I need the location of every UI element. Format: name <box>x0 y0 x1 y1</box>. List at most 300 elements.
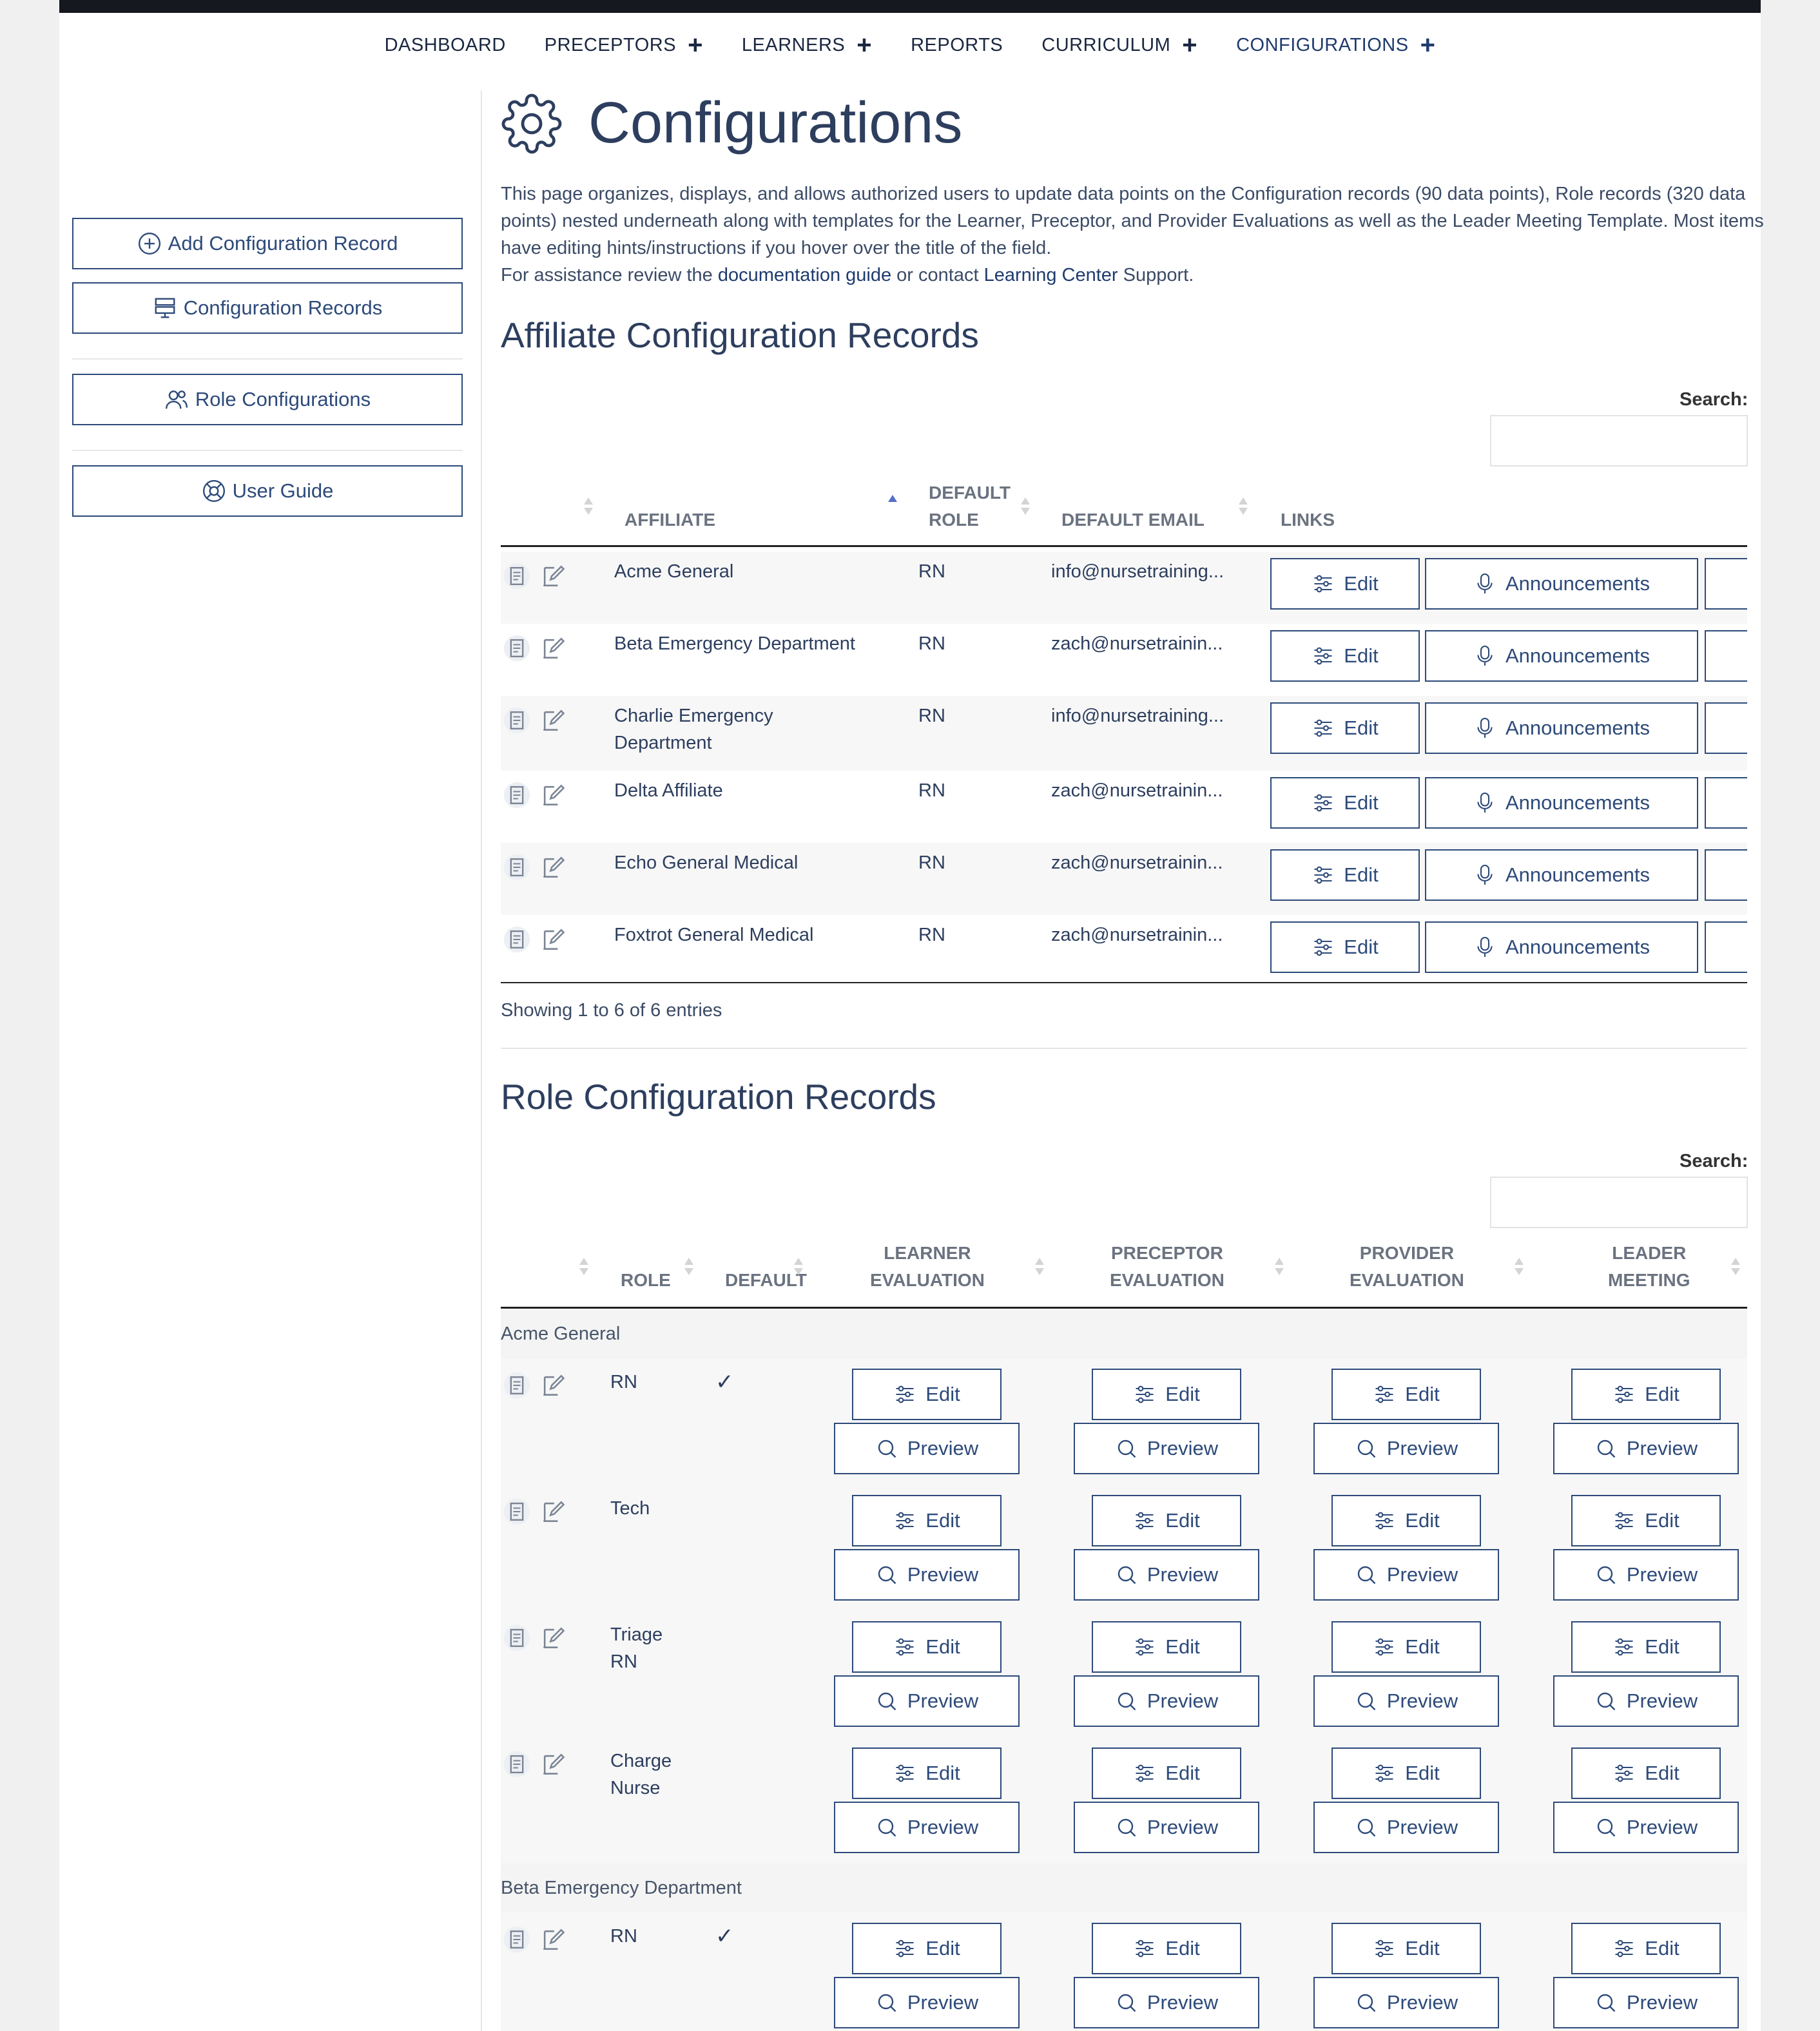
button-label: Edit <box>1165 1635 1200 1658</box>
button-label: Add Configuration Record <box>168 232 398 255</box>
role-name-line: Triage <box>610 1624 663 1645</box>
sort-icon[interactable] <box>684 1258 693 1277</box>
button-label: Preview <box>1386 1437 1458 1459</box>
col-links: LINKS <box>1281 510 1335 530</box>
edit-button[interactable] <box>1270 921 1420 973</box>
nav-label: LEARNERS <box>741 34 846 55</box>
button-label: Preview <box>1386 1563 1458 1586</box>
affiliate-search-label: Search: <box>1680 389 1748 410</box>
sort-icon[interactable] <box>579 1258 588 1277</box>
button-label: Role Configurations <box>195 388 371 410</box>
button-label: Preview <box>1147 1816 1219 1838</box>
sort-icon[interactable] <box>794 1258 803 1277</box>
sliders-icon <box>1373 1762 1396 1785</box>
edit-button[interactable] <box>1270 849 1420 901</box>
col-label: ROLE <box>929 510 979 530</box>
microphone-icon <box>1473 791 1496 814</box>
edit-button[interactable] <box>1331 1923 1481 1974</box>
search-icon <box>1115 1563 1138 1586</box>
edit-record-icon[interactable] <box>539 706 567 735</box>
button-label: Edit <box>1645 1937 1680 1959</box>
microphone-icon <box>1473 717 1496 740</box>
preview-button[interactable] <box>1313 1549 1499 1601</box>
preview-button[interactable] <box>1553 1977 1739 2028</box>
search-icon <box>1115 1816 1138 1839</box>
col-label: EVALUATION <box>1110 1270 1225 1290</box>
plus-icon: + <box>1182 31 1198 59</box>
role-search-input[interactable] <box>1490 1177 1748 1228</box>
user-guide-button[interactable] <box>72 465 463 517</box>
role-name <box>610 1923 637 1950</box>
button-label: Preview <box>907 1816 979 1838</box>
preview-button[interactable] <box>1313 1675 1499 1727</box>
microphone-icon <box>1473 572 1496 595</box>
section-divider <box>501 1048 1747 1049</box>
preview-button[interactable] <box>1553 1675 1739 1727</box>
affiliate-name-line: Echo General Medical <box>614 852 799 873</box>
col-label: LEARNER <box>884 1243 971 1263</box>
sort-icon[interactable] <box>1021 497 1030 517</box>
affiliate-name <box>614 630 898 657</box>
button-label: Preview <box>1386 1816 1458 1838</box>
table-header-rule <box>501 1307 1747 1309</box>
main-nav <box>59 13 1761 77</box>
more-links-button[interactable] <box>1705 558 1747 610</box>
sort-icon[interactable] <box>1035 1258 1044 1277</box>
announcements-button[interactable] <box>1425 702 1698 754</box>
edit-button[interactable] <box>1092 1369 1241 1420</box>
plus-icon: + <box>1420 31 1436 59</box>
button-label: Edit <box>1165 1509 1200 1532</box>
col-label: PRECEPTOR <box>1111 1243 1223 1263</box>
col-label: LEADER <box>1612 1243 1687 1263</box>
preview-button[interactable] <box>1074 1549 1259 1601</box>
button-label: Announcements <box>1505 791 1651 814</box>
preview-button[interactable] <box>1074 1977 1259 2028</box>
edit-button[interactable] <box>1331 1747 1481 1799</box>
preview-button[interactable] <box>834 1977 1020 2028</box>
microphone-icon <box>1473 863 1496 887</box>
gear-icon <box>501 93 563 155</box>
sliders-icon <box>1312 863 1335 887</box>
affiliate-name-line: Delta Affiliate <box>614 780 723 801</box>
sliders-icon <box>1612 1383 1636 1406</box>
role-search-label: Search: <box>1680 1151 1748 1171</box>
search-icon <box>1594 1816 1618 1839</box>
view-record-icon[interactable] <box>503 1925 531 1954</box>
intro-assist <box>501 262 1764 289</box>
default-role: RN <box>918 633 945 654</box>
affiliate-name <box>614 558 898 585</box>
col-label: EVALUATION <box>870 1270 985 1290</box>
button-label: Edit <box>1165 1762 1200 1784</box>
button-label: Edit <box>1344 572 1379 595</box>
page-title: Configurations <box>588 91 963 155</box>
sliders-icon <box>1133 1383 1156 1406</box>
role-name-line: Tech <box>610 1498 650 1519</box>
button-label: Edit <box>1165 1937 1200 1959</box>
view-record-icon[interactable] <box>503 1750 531 1778</box>
edit-button[interactable] <box>1331 1621 1481 1673</box>
role-name-line: RN <box>610 1926 637 1947</box>
edit-record-icon[interactable] <box>539 1497 567 1526</box>
sliders-icon <box>1133 1762 1156 1785</box>
edit-record-icon[interactable] <box>539 1624 567 1652</box>
button-label: Edit <box>925 1762 960 1784</box>
col-learner-evaluation[interactable] <box>870 1240 985 1294</box>
button-label: Preview <box>1147 1991 1219 2014</box>
view-record-icon[interactable] <box>503 853 531 881</box>
view-record-icon[interactable] <box>503 781 531 809</box>
button-label: Preview <box>1626 1437 1698 1459</box>
view-record-icon[interactable] <box>503 634 531 662</box>
search-icon <box>1115 1991 1138 2014</box>
add-configuration-record-button[interactable] <box>72 218 463 269</box>
default-role: RN <box>918 780 945 801</box>
edit-record-icon[interactable] <box>539 562 567 590</box>
search-icon <box>1594 1991 1618 2014</box>
default-role: RN <box>918 706 945 726</box>
button-label: Preview <box>1386 1689 1458 1712</box>
button-label: Announcements <box>1505 644 1651 667</box>
intro-text <box>501 180 1764 289</box>
button-label: Edit <box>1405 1762 1440 1784</box>
affiliate-search-input[interactable] <box>1490 415 1748 467</box>
view-record-icon[interactable] <box>503 1624 531 1652</box>
nav-label: CONFIGURATIONS <box>1236 34 1409 55</box>
group-row: Beta Emergency Department <box>501 1863 1747 1912</box>
sort-icon[interactable] <box>1515 1258 1524 1277</box>
affiliate-name-line: Department <box>614 733 712 753</box>
affiliate-name <box>614 921 898 948</box>
button-label: Edit <box>1645 1509 1680 1532</box>
affiliate-name <box>614 849 898 876</box>
button-label: Announcements <box>1505 936 1651 958</box>
button-label: Preview <box>1626 1816 1698 1838</box>
nav-label: PRECEPTORS <box>544 34 677 55</box>
microphone-icon <box>1473 644 1496 668</box>
button-label: Preview <box>907 1689 979 1712</box>
default-email: zach@nursetrainin... <box>1051 925 1223 945</box>
affiliate-name <box>614 702 898 756</box>
preview-button[interactable] <box>1313 1802 1499 1853</box>
button-label: Preview <box>1147 1563 1219 1586</box>
button-label: Edit <box>1405 1383 1440 1405</box>
sliders-icon <box>893 1635 916 1659</box>
col-default[interactable]: DEFAULT <box>725 1270 808 1290</box>
life-ring-icon <box>202 479 226 503</box>
edit-button[interactable] <box>1571 1747 1721 1799</box>
role-name <box>610 1621 663 1675</box>
button-label: Edit <box>1405 1509 1440 1532</box>
nav-label: CURRICULUM <box>1041 34 1171 55</box>
edit-button[interactable] <box>1270 558 1420 610</box>
sidebar <box>72 218 463 517</box>
search-icon <box>1355 1437 1378 1460</box>
edit-record-icon[interactable] <box>539 781 567 809</box>
sort-icon[interactable] <box>1275 1258 1284 1277</box>
view-record-icon[interactable] <box>503 706 531 735</box>
default-email: info@nursetraining... <box>1051 706 1225 726</box>
col-leader-meeting[interactable] <box>1608 1240 1690 1294</box>
button-label: Preview <box>907 1991 979 2014</box>
plus-icon: + <box>688 31 703 59</box>
affiliate-table-info: Showing 1 to 6 of 6 entries <box>501 1000 722 1021</box>
edit-button[interactable] <box>1571 1923 1721 1974</box>
edit-button[interactable] <box>1092 1747 1241 1799</box>
affiliate-name-line: Charlie Emergency <box>614 706 773 726</box>
plus-circle-icon <box>137 231 162 256</box>
edit-button[interactable] <box>1571 1621 1721 1673</box>
preview-button[interactable] <box>1313 1977 1499 2028</box>
preview-button[interactable] <box>834 1549 1020 1601</box>
col-preceptor-evaluation[interactable] <box>1110 1240 1225 1294</box>
edit-record-icon[interactable] <box>539 634 567 662</box>
edit-button[interactable] <box>1270 630 1420 682</box>
col-default-role[interactable] <box>929 479 1011 534</box>
search-icon <box>1115 1689 1138 1713</box>
preview-button[interactable] <box>1074 1675 1259 1727</box>
sliders-icon <box>1373 1937 1396 1960</box>
preview-button[interactable] <box>834 1423 1020 1474</box>
nav-learners[interactable] <box>742 32 872 58</box>
button-label: Edit <box>925 1383 960 1405</box>
sliders-icon <box>1373 1383 1396 1406</box>
nav-label: DASHBOARD <box>384 34 506 55</box>
button-label: Announcements <box>1505 863 1651 886</box>
edit-record-icon[interactable] <box>539 853 567 881</box>
sliders-icon <box>1133 1509 1156 1532</box>
search-icon <box>1594 1689 1618 1713</box>
edit-button[interactable] <box>852 1621 1002 1673</box>
intro-text-fragment: Support. <box>1118 265 1194 285</box>
role-name-line: RN <box>610 1651 637 1672</box>
preview-button[interactable] <box>1074 1423 1259 1474</box>
preview-button[interactable] <box>1553 1802 1739 1853</box>
role-name <box>610 1747 672 1802</box>
search-icon <box>1115 1437 1138 1460</box>
nav-reports[interactable] <box>911 35 1003 56</box>
sliders-icon <box>1312 644 1335 668</box>
sort-icon[interactable] <box>1731 1258 1740 1277</box>
table-bottom-rule <box>501 982 1747 983</box>
button-label: Edit <box>925 1509 960 1532</box>
sliders-icon <box>1133 1635 1156 1659</box>
button-label: Edit <box>1645 1762 1680 1784</box>
edit-button[interactable] <box>1092 1495 1241 1546</box>
more-links-button[interactable] <box>1705 921 1747 973</box>
default-check-icon: ✓ <box>715 1924 734 1949</box>
role-name <box>610 1495 650 1522</box>
sliders-icon <box>893 1509 916 1532</box>
button-label: Announcements <box>1505 572 1651 595</box>
edit-button[interactable] <box>1331 1495 1481 1546</box>
sliders-icon <box>893 1762 916 1785</box>
col-affiliate[interactable]: AFFILIATE <box>624 510 716 530</box>
edit-button[interactable] <box>852 1369 1002 1420</box>
server-icon <box>153 296 177 320</box>
default-role: RN <box>918 852 945 873</box>
button-label: Preview <box>1626 1689 1698 1712</box>
role-configurations-button[interactable] <box>72 374 463 425</box>
default-email: info@nursetraining... <box>1051 561 1225 582</box>
edit-record-icon[interactable] <box>539 1925 567 1954</box>
edit-record-icon[interactable] <box>539 1371 567 1400</box>
edit-button[interactable] <box>852 1923 1002 1974</box>
learning-center-link[interactable]: Learning Center <box>983 265 1118 285</box>
intro-text-fragment: or contact <box>891 265 984 285</box>
sort-icon[interactable] <box>584 497 593 517</box>
default-role: RN <box>918 925 945 945</box>
preview-button[interactable] <box>834 1675 1020 1727</box>
col-role[interactable]: ROLE <box>621 1270 671 1290</box>
preview-button[interactable] <box>834 1802 1020 1853</box>
nav-preceptors[interactable] <box>545 32 703 58</box>
affiliate-name-line: Foxtrot General Medical <box>614 925 814 945</box>
announcements-button[interactable] <box>1425 630 1698 682</box>
configuration-records-button[interactable] <box>72 282 463 334</box>
role-name-line: Nurse <box>610 1778 661 1798</box>
affiliate-section-heading: Affiliate Configuration Records <box>501 315 979 355</box>
sliders-icon <box>1312 936 1335 959</box>
button-label: Preview <box>907 1563 979 1586</box>
button-label: Preview <box>1626 1563 1698 1586</box>
nav-label: REPORTS <box>911 34 1003 55</box>
default-role: RN <box>918 561 945 582</box>
button-label: Edit <box>1344 791 1379 814</box>
button-label: Edit <box>1645 1635 1680 1658</box>
sliders-icon <box>1373 1635 1396 1659</box>
announcements-button[interactable] <box>1425 849 1698 901</box>
edit-button[interactable] <box>852 1747 1002 1799</box>
col-default-email[interactable]: DEFAULT EMAIL <box>1061 510 1205 530</box>
search-icon <box>1355 1991 1378 2014</box>
announcements-button[interactable] <box>1425 558 1698 610</box>
sort-icon[interactable] <box>1239 497 1248 517</box>
preview-button[interactable] <box>1553 1423 1739 1474</box>
role-section-heading: Role Configuration Records <box>501 1077 936 1117</box>
default-email: zach@nursetrainin... <box>1051 633 1223 654</box>
sliders-icon <box>1373 1509 1396 1532</box>
button-label: Preview <box>1386 1991 1458 2014</box>
more-links-button[interactable] <box>1705 849 1747 901</box>
view-record-icon[interactable] <box>503 925 531 954</box>
nav-configurations[interactable] <box>1236 32 1435 58</box>
preview-button[interactable] <box>1313 1423 1499 1474</box>
button-label: Edit <box>1165 1383 1200 1405</box>
edit-button[interactable] <box>1092 1923 1241 1974</box>
edit-record-icon[interactable] <box>539 925 567 954</box>
nav-curriculum[interactable] <box>1041 32 1197 58</box>
button-label: Edit <box>925 1635 960 1658</box>
search-icon <box>1594 1437 1618 1460</box>
search-icon <box>875 1991 898 2014</box>
col-provider-evaluation[interactable] <box>1350 1240 1464 1294</box>
button-label: Preview <box>1147 1437 1219 1459</box>
default-email: zach@nursetrainin... <box>1051 852 1223 873</box>
affiliate-name-line: Acme General <box>614 561 734 582</box>
preview-button[interactable] <box>1074 1802 1259 1853</box>
search-icon <box>1355 1689 1378 1713</box>
button-label: Announcements <box>1505 717 1651 739</box>
edit-button[interactable] <box>1571 1495 1721 1546</box>
intro-text-fragment: For assistance review the <box>501 265 718 285</box>
sliders-icon <box>1312 791 1335 814</box>
sliders-icon <box>1312 717 1335 740</box>
col-label: PROVIDER <box>1359 1243 1455 1263</box>
search-icon <box>875 1816 898 1839</box>
button-label: Preview <box>1147 1689 1219 1712</box>
page-header <box>501 90 962 157</box>
sliders-icon <box>1312 572 1335 595</box>
preview-button[interactable] <box>1553 1549 1739 1601</box>
button-label: Edit <box>925 1937 960 1959</box>
sliders-icon <box>1612 1509 1636 1532</box>
view-record-icon[interactable] <box>503 1497 531 1526</box>
announcements-button[interactable] <box>1425 921 1698 973</box>
search-icon <box>875 1689 898 1713</box>
col-label: EVALUATION <box>1350 1270 1464 1290</box>
table-header-rule <box>501 545 1747 547</box>
button-label: Edit <box>1344 936 1379 958</box>
more-links-button[interactable] <box>1705 777 1747 829</box>
nav-dashboard[interactable] <box>385 35 506 56</box>
default-check-icon: ✓ <box>715 1370 734 1394</box>
role-name <box>610 1369 637 1396</box>
button-label: Edit <box>1344 863 1379 886</box>
edit-button[interactable] <box>1270 777 1420 829</box>
button-label: Preview <box>1626 1991 1698 2014</box>
documentation-guide-link[interactable]: documentation guide <box>717 265 892 285</box>
search-icon <box>875 1437 898 1460</box>
role-name-line: Charge <box>610 1751 672 1771</box>
more-links-button[interactable] <box>1705 702 1747 754</box>
sidebar-divider-vertical <box>481 90 482 2031</box>
edit-button[interactable] <box>1270 702 1420 754</box>
sliders-icon <box>1612 1762 1636 1785</box>
sliders-icon <box>1612 1937 1636 1960</box>
button-label: User Guide <box>232 479 334 502</box>
group-row: Acme General <box>501 1309 1747 1358</box>
announcements-button[interactable] <box>1425 777 1698 829</box>
edit-record-icon[interactable] <box>539 1750 567 1778</box>
edit-button[interactable] <box>1571 1369 1721 1420</box>
role-name-line: RN <box>610 1372 637 1392</box>
search-icon <box>1355 1563 1378 1586</box>
sliders-icon <box>1612 1635 1636 1659</box>
edit-button[interactable] <box>852 1495 1002 1546</box>
more-links-button[interactable] <box>1705 630 1747 682</box>
button-label: Edit <box>1344 644 1379 667</box>
default-email: zach@nursetrainin... <box>1051 780 1223 801</box>
button-label: Edit <box>1405 1937 1440 1959</box>
view-record-icon[interactable] <box>503 1371 531 1400</box>
col-label: DEFAULT <box>929 483 1011 503</box>
button-label: Preview <box>907 1437 979 1459</box>
sliders-icon <box>1133 1937 1156 1960</box>
sort-asc-icon[interactable] <box>888 495 897 514</box>
search-icon <box>1355 1816 1378 1839</box>
button-label: Edit <box>1344 717 1379 739</box>
view-record-icon[interactable] <box>503 562 531 590</box>
top-bar <box>59 0 1761 13</box>
button-label: Edit <box>1645 1383 1680 1405</box>
sliders-icon <box>893 1937 916 1960</box>
edit-button[interactable] <box>1092 1621 1241 1673</box>
edit-button[interactable] <box>1331 1369 1481 1420</box>
affiliate-name-line: Beta Emergency Department <box>614 633 855 654</box>
search-icon <box>1594 1563 1618 1586</box>
